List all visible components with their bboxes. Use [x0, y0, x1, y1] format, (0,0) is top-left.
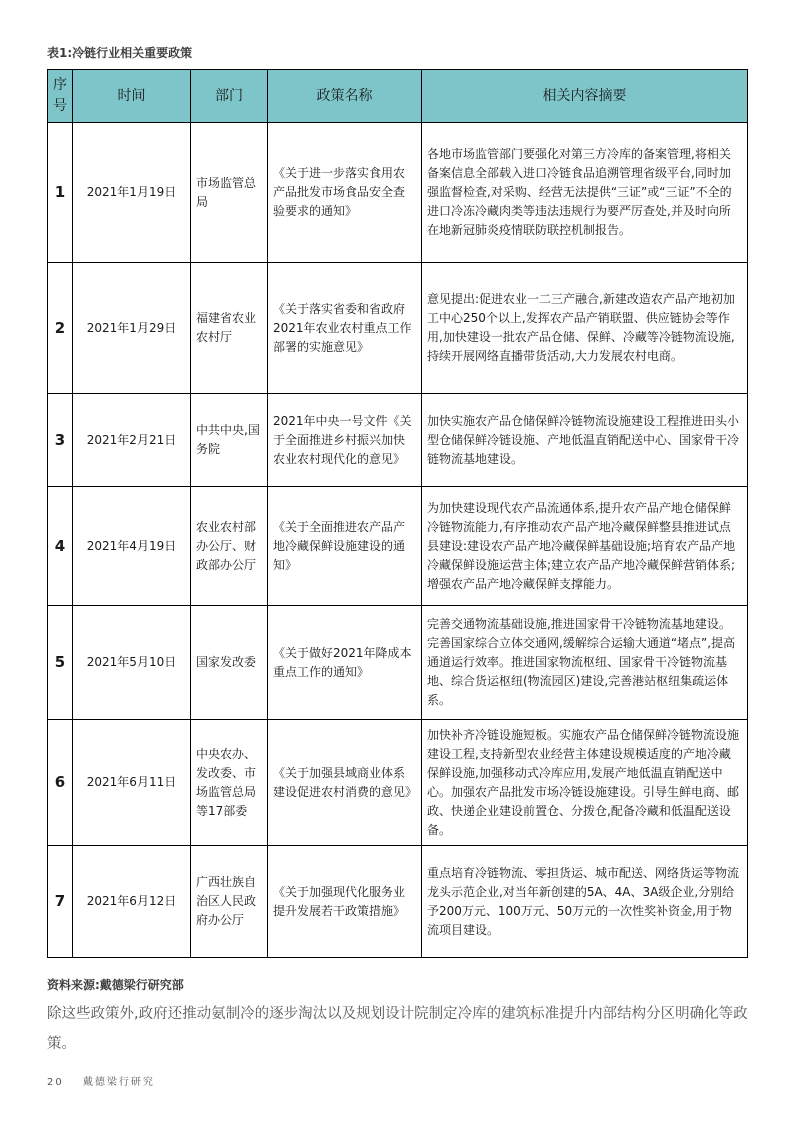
- row-num: 6: [48, 720, 73, 846]
- table-row: [48, 263, 748, 394]
- table-row: [48, 394, 748, 487]
- row-dept: 市场监管总局: [191, 123, 268, 263]
- page-number: 20: [47, 1077, 64, 1088]
- row-policy-name: 《关于加强县域商业体系建设促进农村消费的意见》: [268, 720, 422, 846]
- header-name: 政策名称: [268, 70, 422, 123]
- row-date: 2021年2月21日: [73, 394, 191, 487]
- row-dept: 国家发改委: [191, 606, 268, 720]
- header-date: 时间: [73, 70, 191, 123]
- row-policy-name: 《关于全面推进农产品产地冷藏保鲜设施建设的通知》: [268, 487, 422, 606]
- header-num: 序号: [48, 70, 73, 123]
- footer-brand: 戴德梁行研究: [82, 1077, 155, 1088]
- row-policy-name: 《关于进一步落实食用农产品批发市场食品安全查验要求的通知》: [268, 123, 422, 263]
- source-note: 资料来源:戴德梁行研究部: [47, 978, 184, 992]
- header-summary: 相关内容摘要: [422, 70, 748, 123]
- row-num: 1: [48, 123, 73, 263]
- row-summary: 为加快建设现代农产品流通体系,提升农产品产地仓储保鲜冷链物流能力,有序推动农产品产地冷藏保鲜整县推进试点县建设:建设农产品产地冷藏保鲜基础设施;培育农产品产地冷藏保鲜设施运营主体;建立农产品产地冷藏保鲜营销体系;增强农产品产地冷藏保鲜支撑能力。: [422, 487, 748, 606]
- row-date: 2021年6月12日: [73, 846, 191, 958]
- body-paragraph: 除这些政策外,政府还推动氨制冷的逐步淘汰以及规划设计院制定冷库的建筑标准提升内部结构分区明确化等政策。: [47, 1006, 748, 1052]
- row-date: 2021年1月29日: [73, 263, 191, 394]
- row-policy-name: 《关于落实省委和省政府2021年农业农村重点工作部署的实施意见》: [268, 263, 422, 394]
- table-row: [48, 487, 748, 606]
- row-dept: 中共中央,国务院: [191, 394, 268, 487]
- policy-table: [47, 69, 748, 958]
- row-date: 2021年5月10日: [73, 606, 191, 720]
- row-policy-name: 2021年中央一号文件《关于全面推进乡村振兴加快农业农村现代化的意见》: [268, 394, 422, 487]
- table-caption: 表1:冷链行业相关重要政策: [47, 46, 193, 60]
- row-summary: 完善交通物流基础设施,推进国家骨干冷链物流基地建设。完善国家综合立体交通网,缓解综合运输大通道“堵点”,提高通道运行效率。推进国家物流枢纽、国家骨干冷链物流基地、综合货运枢纽(物流园区)建设,完善港站枢纽集疏运体系。: [422, 606, 748, 720]
- table-header-row: [48, 70, 748, 123]
- row-date: 2021年1月19日: [73, 123, 191, 263]
- table-row: [48, 720, 748, 846]
- table-row: [48, 123, 748, 263]
- table-row: [48, 606, 748, 720]
- row-summary: 意见提出:促进农业一二三产融合,新建改造农产品产地初加工中心250个以上,发挥农产品产销联盟、供应链协会等作用,加快建设一批农产品仓储、保鲜、冷藏等冷链物流设施,持续开展网络直播带货活动,大力发展农村电商。: [422, 263, 748, 394]
- row-policy-name: 《关于做好2021年降成本重点工作的通知》: [268, 606, 422, 720]
- row-dept: 农业农村部办公厅、财政部办公厅: [191, 487, 268, 606]
- row-num: 5: [48, 606, 73, 720]
- row-date: 2021年4月19日: [73, 487, 191, 606]
- row-policy-name: 《关于加强现代化服务业提升发展若干政策措施》: [268, 846, 422, 958]
- row-dept: 中央农办、发改委、市场监管总局等17部委: [191, 720, 268, 846]
- row-num: 7: [48, 846, 73, 958]
- row-num: 4: [48, 487, 73, 606]
- row-summary: 各地市场监管部门要强化对第三方冷库的备案管理,将相关备案信息全部载入进口冷链食品追溯管理省级平台,同时加强监督检查,对采购、经营无法提供“三证”或“三证”不全的进口冷冻冷藏肉类等违法违规行为要严厉查处,并及时向所在地新冠肺炎疫情联防联控机制报告。: [422, 123, 748, 263]
- row-summary: 加快实施农产品仓储保鲜冷链物流设施建设工程推进田头小型仓储保鲜冷链设施、产地低温直销配送中心、国家骨干冷链物流基地建设。: [422, 394, 748, 487]
- row-dept: 广西壮族自治区人民政府办公厅: [191, 846, 268, 958]
- row-summary: 重点培育冷链物流、零担货运、城市配送、网络货运等物流龙头示范企业,对当年新创建的5A、4A、3A级企业,分别给予200万元、100万元、50万元的一次性奖补资金,用于物流项目建设。: [422, 846, 748, 958]
- row-dept: 福建省农业农村厅: [191, 263, 268, 394]
- table-row: [48, 846, 748, 958]
- page-footer: [47, 1073, 155, 1088]
- row-num: 3: [48, 394, 73, 487]
- row-num: 2: [48, 263, 73, 394]
- header-dept: 部门: [191, 70, 268, 123]
- row-summary: 加快补齐冷链设施短板。实施农产品仓储保鲜冷链物流设施建设工程,支持新型农业经营主体建设规模适度的产地冷藏保鲜设施,加强移动式冷库应用,发展产地低温直销配送中心。加强农产品批发市场冷链设施建设。引导生鲜电商、邮政、快递企业建设前置仓、分拨仓,配备冷藏和低温配送设备。: [422, 720, 748, 846]
- row-date: 2021年6月11日: [73, 720, 191, 846]
